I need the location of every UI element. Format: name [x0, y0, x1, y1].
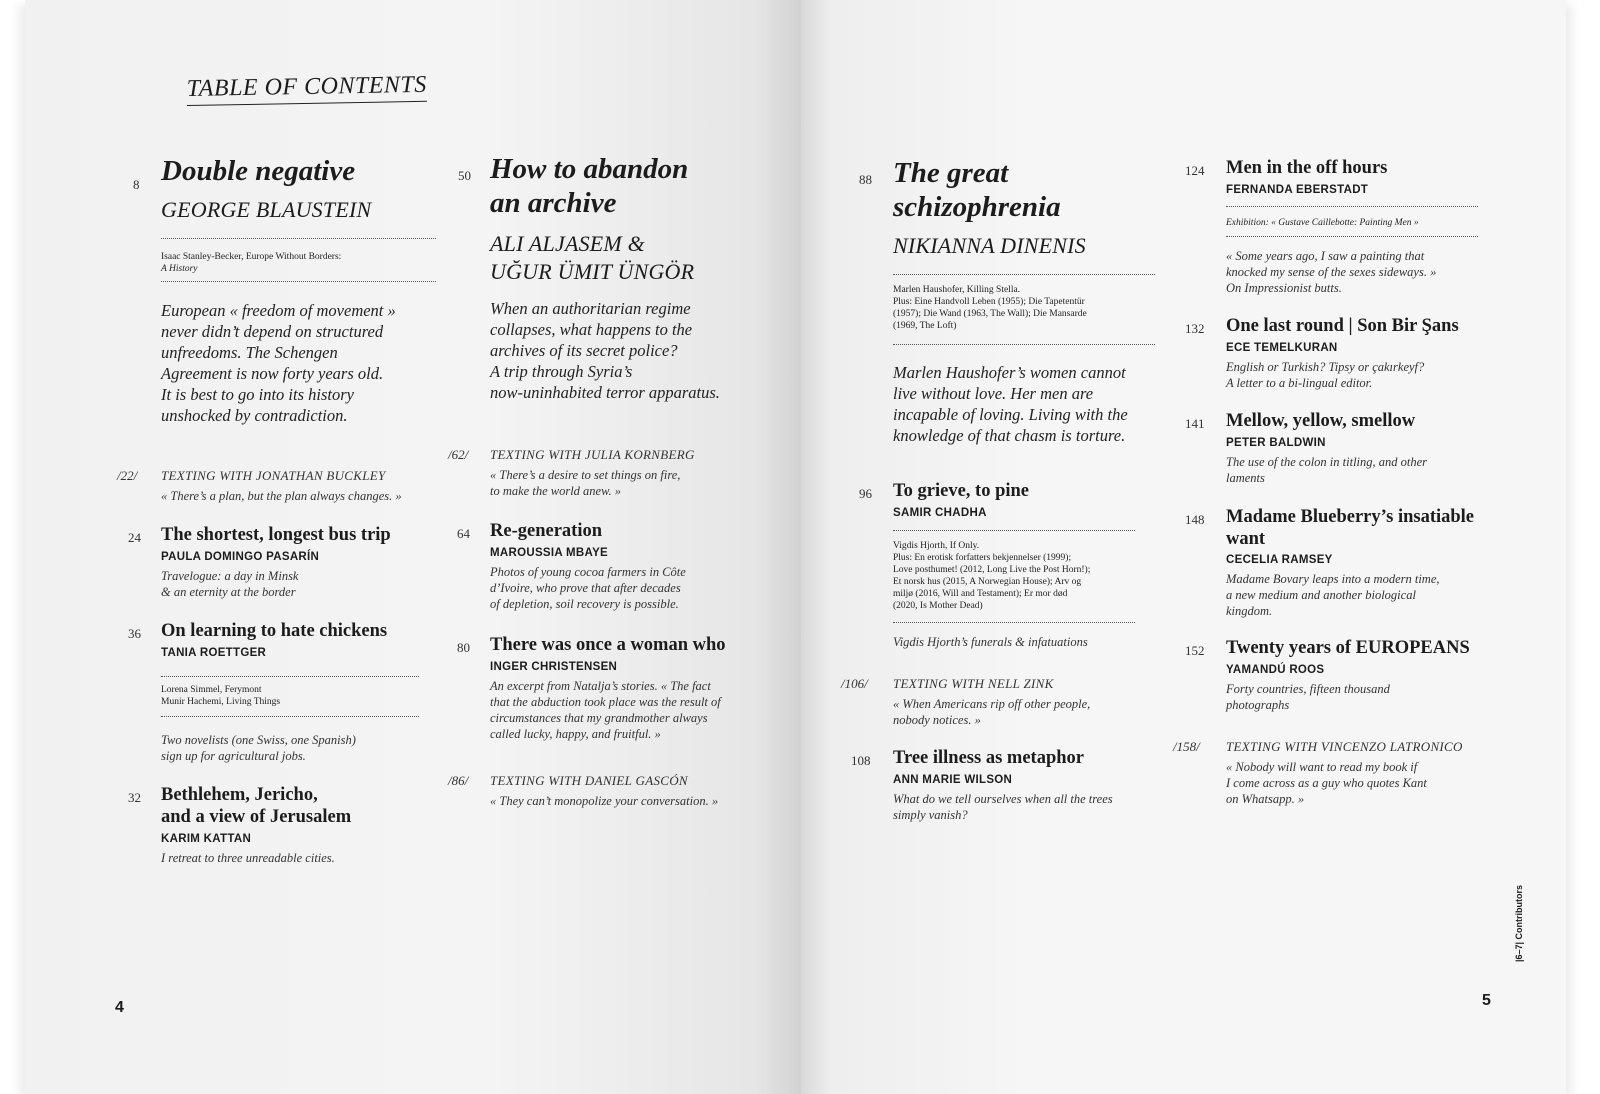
feature-description: Marlen Haushofer’s women cannot live without love. Her men are incapable of loving. Living with the knowledge of that chasm is torture. — [893, 363, 1128, 445]
feature-description: When an authoritarian regime collapses, what happens to the archives of its secret police? A trip through Syria’s now-uninhabited terror apparatus. — [490, 299, 720, 402]
page-folio: 5 — [1482, 992, 1491, 1009]
texting-quote: « There’s a desire to set things on fire, to make the world anew. » — [490, 468, 681, 498]
toc-heading: TABLE OF CONTENTS — [186, 72, 427, 106]
article-author: ANN MARIE WILSON — [893, 774, 1013, 786]
page-number: 108 — [851, 753, 871, 768]
article-author: ECE TEMELKURAN — [1226, 342, 1338, 354]
article-title: There was once a woman who — [490, 635, 726, 655]
feature-description: European « freedom of movement » never didn’t depend on structured unfreedoms. The Schengen Agreement is now forty years old. It is best to go into its history unshocked by contradiction. — [161, 301, 396, 425]
feature-title: Double negative — [161, 155, 356, 187]
article-author: PAULA DOMINGO PASARÍN — [161, 551, 320, 563]
article-description: Photos of young cocoa farmers in Côte d’Ivoire, who prove that after decades of depletion, soil recovery is possible. — [490, 565, 686, 611]
article-author: MAROUSSIA MBAYE — [490, 547, 609, 559]
article-author: PETER BALDWIN — [1226, 437, 1326, 449]
reference: Marlen Haushofer, Killing Stella. Plus: Eine Handvoll Leben (1955); Die Tapetentür (1957); Die Wand (1963, The Wall); Die Mansarde (1969, The Loft) — [893, 285, 1087, 331]
texting-label: TEXTING WITH JULIA KORNBERG — [490, 447, 695, 462]
divider — [893, 274, 1155, 275]
page-number: 50 — [458, 168, 471, 183]
article-description: An excerpt from Natalja’s stories. « The fact that the abduction took place was the result of circumstances that my grandmother always called lucky, happy, and fruitful. » — [490, 679, 721, 741]
article-title: Men in the off hours — [1226, 158, 1388, 178]
article-author: SAMIR CHADHA — [893, 507, 987, 519]
reference: Vigdis Hjorth, If Only. Plus: En erotisk forfatters bekjennelser (1999); Love posthumet! (2012, Long Live the Post Horn!); Et norsk hus (2015, A Norwegian House); Arv og miljø (2016, Will and Testament); Er mor død (2020, Is Mother Dead) — [893, 541, 1091, 611]
page-number: 96 — [859, 486, 872, 501]
page-number: 141 — [1185, 416, 1205, 431]
texting-quote: « There’s a plan, but the plan always changes. » — [161, 489, 402, 503]
article-author: FERNANDA EBERSTADT — [1226, 184, 1369, 196]
article-description: English or Turkish? Tipsy or çakırkeyf? A letter to a bi-lingual editor. — [1226, 360, 1425, 390]
article-description: Two novelists (one Swiss, one Spanish) sign up for agricultural jobs. — [161, 733, 356, 763]
page-number: 88 — [859, 172, 872, 187]
divider — [161, 281, 436, 282]
texting-label: TEXTING WITH VINCENZO LATRONICO — [1226, 739, 1463, 754]
left-page — [25, 0, 801, 1094]
texting-number: /86/ — [448, 773, 469, 788]
article-author: CECELIA RAMSEY — [1226, 554, 1333, 566]
reference: Exhibition: « Gustave Caillebotte: Painting Men » — [1226, 218, 1419, 228]
feature-title: The great schizophrenia — [893, 157, 1061, 223]
article-title: One last round | Son Bir Şans — [1226, 316, 1459, 336]
texting-quote: « When Americans rip off other people, nobody notices. » — [893, 697, 1091, 727]
page-number: 80 — [457, 640, 470, 655]
article-description: Vigdis Hjorth’s funerals & infatuations — [893, 635, 1088, 649]
divider — [893, 622, 1135, 623]
texting-quote: « They can’t monopolize your conversation. » — [490, 794, 719, 808]
feature-author: ALI ALJASEM & UĞUR ÜMIT ÜNGÖR — [490, 231, 695, 284]
feature-author: GEORGE BLAUSTEIN — [161, 197, 372, 222]
divider — [893, 530, 1135, 531]
page-number: 64 — [457, 526, 470, 541]
article-description: Forty countries, fifteen thousand photographs — [1226, 682, 1390, 712]
right-page — [801, 0, 1566, 1094]
page-number: 148 — [1185, 512, 1205, 527]
article-title: Twenty years of EUROPEANS — [1226, 638, 1470, 658]
article-title: On learning to hate chickens — [161, 621, 388, 641]
texting-label: TEXTING WITH NELL ZINK — [893, 676, 1054, 691]
article-title: To grieve, to pine — [893, 481, 1030, 501]
article-author: YAMANDÚ ROOS — [1226, 664, 1325, 676]
article-description: The use of the colon in titling, and other laments — [1226, 455, 1428, 485]
article-title: Mellow, yellow, smellow — [1226, 411, 1416, 431]
texting-number: /62/ — [448, 447, 469, 462]
feature-author: NIKIANNA DINENIS — [893, 233, 1086, 258]
page-number: 36 — [128, 626, 141, 641]
texting-number: /106/ — [841, 676, 868, 691]
article-title: The shortest, longest bus trip — [161, 525, 391, 545]
article-description: « Some years ago, I saw a painting that knocked my sense of the sexes sideways. » On Impressionist butts. — [1226, 249, 1437, 295]
article-title: Bethlehem, Jericho, and a view of Jerusalem — [161, 785, 352, 827]
divider — [161, 676, 419, 677]
texting-label: TEXTING WITH DANIEL GASCÓN — [490, 773, 688, 788]
page-folio: 4 — [115, 999, 124, 1016]
article-description: What do we tell ourselves when all the trees simply vanish? — [893, 792, 1113, 822]
texting-number: /22/ — [117, 468, 138, 483]
article-description: I retreat to three unreadable cities. — [161, 851, 335, 865]
divider — [1226, 206, 1478, 207]
page-number: 32 — [128, 790, 141, 805]
texting-quote: « Nobody will want to read my book if I come across as a guy who quotes Kant on Whatsapp. » — [1226, 760, 1427, 806]
texting-label: TEXTING WITH JONATHAN BUCKLEY — [161, 468, 386, 483]
page-number: 124 — [1185, 163, 1205, 178]
divider — [1226, 236, 1478, 237]
article-description: Travelogue: a day in Minsk & an eternity at the border — [161, 569, 299, 599]
article-title: Tree illness as metaphor — [893, 748, 1084, 768]
divider — [161, 238, 436, 239]
page-number: 8 — [133, 177, 140, 192]
divider — [893, 344, 1155, 345]
article-author: KARIM KATTAN — [161, 833, 252, 845]
divider — [161, 716, 419, 717]
texting-number: /158/ — [1173, 739, 1200, 754]
contributors-side-label: |6–7| Contributors — [1514, 884, 1524, 962]
reference: Isaac Stanley-Becker, Europe Without Borders: A History — [161, 252, 342, 274]
article-description: Madame Bovary leaps into a modern time, a new medium and another biological kingdom. — [1226, 572, 1440, 618]
article-title: Madame Blueberry’s insatiable want — [1226, 507, 1475, 549]
article-title: Re-generation — [490, 521, 602, 541]
article-author: INGER CHRISTENSEN — [490, 661, 618, 673]
reference: Lorena Simmel, Ferymont Munir Hachemi, Living Things — [161, 685, 281, 707]
page-number: 152 — [1185, 643, 1205, 658]
article-author: TANIA ROETTGER — [161, 647, 267, 659]
page-number: 24 — [128, 530, 141, 545]
page-number: 132 — [1185, 321, 1205, 336]
feature-title: How to abandon an archive — [490, 153, 689, 219]
